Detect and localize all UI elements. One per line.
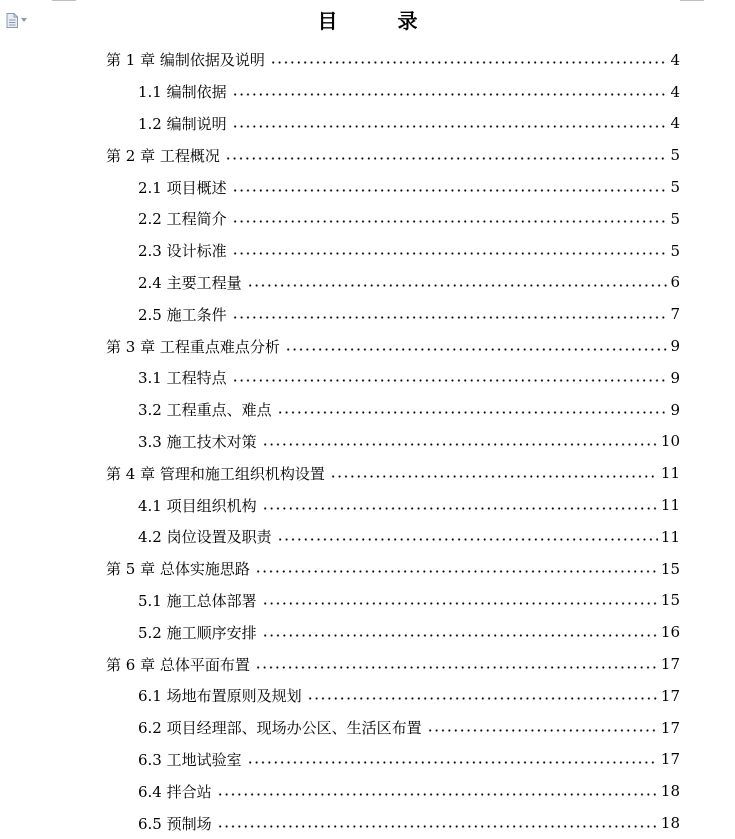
- toc-chapter-entry[interactable]: [106, 457, 680, 489]
- toc-dot-leader: [262, 443, 658, 446]
- toc-page-number: 9: [670, 368, 680, 387]
- toc-page-number: 10: [660, 432, 680, 451]
- toc-dot-leader: [270, 61, 667, 64]
- toc-chapter-entry[interactable]: [106, 330, 680, 362]
- toc-dot-leader: [277, 411, 667, 414]
- toc-page-number: 11: [660, 464, 680, 483]
- toc-section-entry[interactable]: [106, 267, 680, 299]
- toc-dot-leader: [217, 793, 658, 796]
- toc-entry-title: 2.2 工程简介: [138, 210, 227, 229]
- toc-entry-title: 1.2 编制说明: [138, 114, 227, 133]
- toc-section-entry[interactable]: [106, 712, 680, 744]
- toc-entry-title: 第 2 章 工程概况: [106, 146, 220, 165]
- toc-page-number: 17: [660, 750, 680, 769]
- toc-page-number: 17: [660, 655, 680, 674]
- toc-dot-leader: [262, 602, 658, 605]
- toc-entry-title: 2.3 设计标准: [138, 242, 227, 261]
- toc-section-entry[interactable]: [106, 171, 680, 203]
- toc-entry-title: 3.2 工程重点、难点: [138, 401, 272, 420]
- toc-page-number: 4: [670, 114, 680, 133]
- toc-section-entry[interactable]: [106, 394, 680, 426]
- toc-section-entry[interactable]: [106, 807, 680, 839]
- toc-section-entry[interactable]: [106, 76, 680, 108]
- toc-entry-title: 2.4 主要工程量: [138, 273, 242, 292]
- toc-dot-leader: [232, 316, 667, 319]
- toc-entry-title: 6.2 项目经理部、现场办公区、生活区布置: [138, 719, 422, 738]
- toc-section-entry[interactable]: [106, 521, 680, 553]
- toc-section-entry[interactable]: [106, 775, 680, 807]
- toc-entry-title: 第 6 章 总体平面布置: [106, 655, 250, 674]
- toc-section-entry[interactable]: [106, 616, 680, 648]
- toc-dot-leader: [330, 475, 658, 478]
- toc-dot-leader: [232, 189, 667, 192]
- toc-page-number: 11: [660, 496, 680, 515]
- toc-entry-title: 1.1 编制依据: [138, 83, 227, 102]
- toc-page-number: 11: [660, 527, 680, 546]
- table-of-contents: [106, 44, 680, 839]
- page-title: 目 录: [317, 9, 438, 33]
- toc-page-number: 5: [670, 178, 680, 197]
- toc-page-number: 7: [670, 305, 680, 324]
- toc-chapter-entry[interactable]: [106, 139, 680, 171]
- toc-dot-leader: [232, 252, 667, 255]
- toc-chapter-entry[interactable]: [106, 553, 680, 585]
- toc-page-number: 4: [670, 50, 680, 69]
- toc-chapter-entry[interactable]: [106, 44, 680, 76]
- toc-section-entry[interactable]: [106, 235, 680, 267]
- toc-section-entry[interactable]: [106, 108, 680, 140]
- toc-page-number: 18: [660, 814, 680, 833]
- toc-dot-leader: [217, 825, 658, 828]
- toc-dot-leader: [232, 220, 667, 223]
- toc-entry-title: 第 1 章 编制依据及说明: [106, 51, 265, 70]
- toc-dot-leader: [255, 570, 658, 573]
- margin-mark-right: [680, 0, 704, 1]
- toc-dot-leader: [247, 761, 658, 764]
- toc-dot-leader: [232, 125, 667, 128]
- toc-entry-title: 3.1 工程特点: [138, 369, 227, 388]
- toc-section-entry[interactable]: [106, 298, 680, 330]
- toc-section-entry[interactable]: [106, 362, 680, 394]
- toc-page-number: 5: [670, 209, 680, 228]
- toc-page-number: 16: [660, 623, 680, 642]
- toc-entry-title: 6.1 场地布置原则及规划: [138, 687, 302, 706]
- toc-entry-title: 第 5 章 总体实施思路: [106, 560, 250, 579]
- toc-page-number: 15: [660, 591, 680, 610]
- toc-dot-leader: [307, 697, 658, 700]
- toc-page-number: 17: [660, 686, 680, 705]
- toc-entry-title: 5.1 施工总体部署: [138, 591, 257, 610]
- toc-dot-leader: [285, 348, 667, 351]
- toc-entry-title: 第 3 章 工程重点难点分析: [106, 337, 280, 356]
- toc-page-number: 5: [670, 241, 680, 260]
- toc-page-number: 6: [670, 273, 680, 292]
- toc-entry-title: 2.1 项目概述: [138, 178, 227, 197]
- toc-dot-leader: [247, 284, 667, 287]
- toc-section-entry[interactable]: [106, 744, 680, 776]
- toc-entry-title: 6.4 拌合站: [138, 782, 212, 801]
- toc-dot-leader: [277, 538, 658, 541]
- toc-section-entry[interactable]: [106, 489, 680, 521]
- toc-section-entry[interactable]: [106, 680, 680, 712]
- toc-page-number: 9: [670, 337, 680, 356]
- toc-page-number: 15: [660, 559, 680, 578]
- toc-entry-title: 2.5 施工条件: [138, 305, 227, 324]
- toc-section-entry[interactable]: [106, 585, 680, 617]
- toc-section-entry[interactable]: [106, 203, 680, 235]
- toc-entry-title: 第 4 章 管理和施工组织机构设置: [106, 464, 325, 483]
- toc-entry-title: 4.1 项目组织机构: [138, 496, 257, 515]
- toc-dot-leader: [225, 157, 667, 160]
- toc-page-number: 18: [660, 782, 680, 801]
- toc-entry-title: 6.3 工地试验室: [138, 750, 242, 769]
- toc-entry-title: 6.5 预制场: [138, 814, 212, 833]
- toc-section-entry[interactable]: [106, 426, 680, 458]
- toc-dot-leader: [232, 93, 667, 96]
- toc-page-number: 17: [660, 718, 680, 737]
- toc-page-number: 5: [670, 146, 680, 165]
- margin-mark-left: [52, 0, 76, 1]
- toc-entry-title: 5.2 施工顺序安排: [138, 623, 257, 642]
- toc-dot-leader: [255, 666, 658, 669]
- toc-dot-leader: [262, 507, 658, 510]
- toc-page-number: 9: [670, 400, 680, 419]
- toc-dot-leader: [262, 634, 658, 637]
- toc-entry-title: 4.2 岗位设置及职责: [138, 528, 272, 547]
- toc-dot-leader: [427, 729, 658, 732]
- toc-chapter-entry[interactable]: [106, 648, 680, 680]
- toc-entry-title: 3.3 施工技术对策: [138, 432, 257, 451]
- toc-page-number: 4: [670, 82, 680, 101]
- toc-dot-leader: [232, 379, 667, 382]
